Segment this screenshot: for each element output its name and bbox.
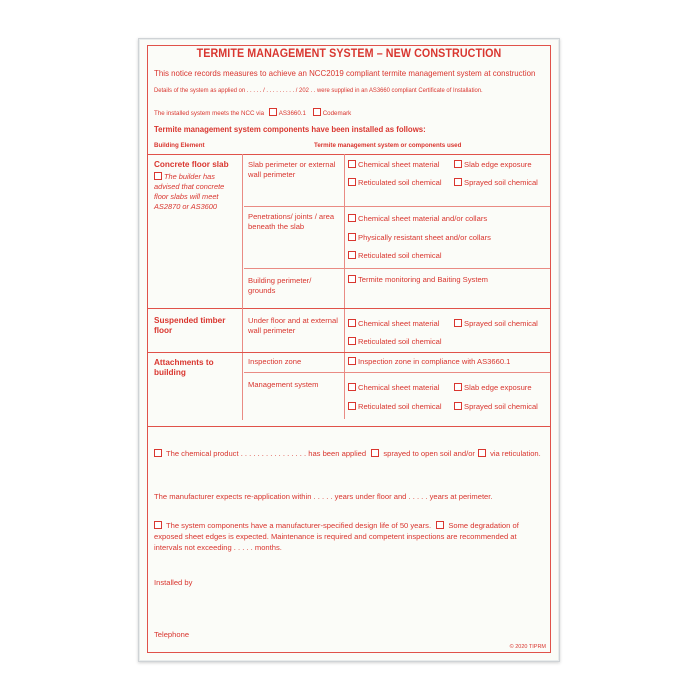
ncc-line <box>154 108 351 117</box>
checkbox[interactable] <box>348 357 356 365</box>
applied-text: has been applied <box>308 449 367 458</box>
row-divider <box>244 372 550 373</box>
reticulation-text: reticulation. <box>501 449 541 458</box>
option-sprayed-timber[interactable] <box>454 319 557 329</box>
option-label: Sprayed soil chemical <box>464 178 538 187</box>
option-label: Inspection zone in compliance with AS3660.1 <box>358 357 511 366</box>
checkbox[interactable] <box>454 402 462 410</box>
option-physically-resistant[interactable] <box>348 233 491 243</box>
option-label: Reticulated soil chemical <box>358 402 442 411</box>
components-heading: Termite management system components have been installed as follows: <box>154 124 426 134</box>
option-reticulated-2[interactable] <box>348 251 442 261</box>
checkbox-design-life[interactable] <box>154 521 162 529</box>
checkbox[interactable] <box>454 383 462 391</box>
option-label: Reticulated soil chemical <box>358 337 442 346</box>
details-line: Details of the system as applied on . . . . . / . . . . . . . . . / 202 . . were supplied in an AS3660 compliant Certificate of Installation. <box>154 87 483 94</box>
checkbox-via-reticulation[interactable] <box>478 449 486 457</box>
option-slab-edge[interactable] <box>454 160 532 170</box>
row-underfloor-area: Under floor and at external wall perimeter <box>248 316 338 335</box>
checkbox[interactable] <box>348 160 356 168</box>
col-header-element: Building Element <box>154 142 205 149</box>
option-chemical-sheet-attach[interactable] <box>348 383 439 393</box>
col-header-components: Termite management system or components used <box>314 142 462 149</box>
row-divider <box>244 268 550 269</box>
option-chemical-sheet-timber[interactable] <box>348 319 439 329</box>
option-label: Slab edge exposure <box>464 160 532 169</box>
option-label: Chemical sheet material and/or collars <box>358 214 488 223</box>
divider-element <box>242 154 243 314</box>
row-divider <box>244 206 550 207</box>
checkbox-degradation[interactable] <box>436 521 444 529</box>
checkbox-chemical-product[interactable] <box>154 449 162 457</box>
section-attachments-name: Attachments to building <box>154 358 214 377</box>
option-reticulated[interactable] <box>348 178 442 188</box>
copyright-text: © 2020 TIPRM <box>509 644 546 650</box>
section-concrete <box>154 160 238 212</box>
row-penetrations-area: Penetrations/ joints / area beneath the slab <box>248 212 335 231</box>
option-inspection-zone[interactable] <box>348 357 510 367</box>
option-chemical-collars[interactable] <box>348 214 487 224</box>
option-label: Physically resistant sheet and/or collars <box>358 233 491 242</box>
degradation-text: Some degradation of exposed sheet edges is expected. Maintenance is required and competent inspections are recommended at intervals not exceeding . . . . . months. <box>154 521 519 552</box>
option-label: Chemical sheet material <box>358 319 440 328</box>
row-management-system-area: Management system <box>248 380 319 389</box>
row-slab-perimeter-area: Slab perimeter or external wall perimeter <box>248 160 336 179</box>
builder-note-text: The builder has advised that concrete floor slabs will meet AS2870 or AS3600 <box>154 172 225 211</box>
checkbox[interactable] <box>348 214 356 222</box>
option-label: Reticulated soil chemical <box>358 251 442 260</box>
option-reticulated-timber[interactable] <box>348 337 442 347</box>
design-life-text: The system components have a manufacturer-specified design life of 50 years. <box>165 521 432 530</box>
section-timber-name: Suspended timber floor <box>154 316 226 335</box>
checkbox[interactable] <box>454 178 462 186</box>
notice-title: TERMITE MANAGEMENT SYSTEM – NEW CONSTRUCTION <box>196 48 502 60</box>
checkbox[interactable] <box>454 319 462 327</box>
table-bottom-line <box>148 426 550 427</box>
option-label: Chemical sheet material <box>358 160 440 169</box>
checkbox[interactable] <box>348 251 356 259</box>
option-chemical-sheet[interactable] <box>348 160 439 170</box>
ncc-option-codemark: Codemark <box>322 110 352 117</box>
ncc-option-as3660: AS3660.1 <box>278 110 306 117</box>
section-divider <box>148 308 550 309</box>
section-divider <box>148 352 550 353</box>
checkbox-sprayed-open-soil[interactable] <box>371 449 379 457</box>
option-sprayed[interactable] <box>454 178 557 188</box>
option-label: Reticulated soil chemical <box>358 178 442 187</box>
divider-element <box>242 308 243 420</box>
section-concrete-name: Concrete floor slab <box>154 160 229 169</box>
row-perimeter-grounds-area: Building perimeter/ grounds <box>248 276 312 295</box>
telephone-label: Telephone <box>154 630 190 639</box>
checkbox[interactable] <box>454 160 462 168</box>
checkbox[interactable] <box>348 233 356 241</box>
checkbox[interactable] <box>348 337 356 345</box>
option-label: Slab edge exposure <box>464 383 532 392</box>
option-sprayed-attach[interactable] <box>454 402 557 412</box>
checkbox-builder-advised[interactable] <box>154 172 162 180</box>
via-text: via <box>490 449 500 458</box>
chemical-product-para <box>154 448 544 459</box>
checkbox[interactable] <box>348 275 356 283</box>
table-top-line <box>148 154 550 155</box>
ncc-prefix: The installed system meets the NCC via <box>154 110 265 117</box>
divider-area <box>344 154 345 419</box>
option-reticulated-attach[interactable] <box>348 402 442 412</box>
option-label: Termite monitoring and Baiting System <box>358 275 488 284</box>
reapplication-line: The manufacturer expects re-application within . . . . . years under floor and . . . . . years at perimeter. <box>154 492 493 501</box>
checkbox[interactable] <box>348 319 356 327</box>
checkbox-codemark[interactable] <box>313 108 321 116</box>
option-label: Chemical sheet material <box>358 383 440 392</box>
section-concrete-note <box>154 172 238 212</box>
option-baiting[interactable] <box>348 275 488 285</box>
checkbox[interactable] <box>348 383 356 391</box>
checkbox[interactable] <box>348 178 356 186</box>
chemical-product-text: The chemical product . . . . . . . . . . . . . . . . <box>165 449 307 458</box>
installed-by-label: Installed by <box>154 578 193 587</box>
checkbox-as3660[interactable] <box>269 108 277 116</box>
checkbox[interactable] <box>348 402 356 410</box>
intro-text: This notice records measures to achieve an NCC2019 compliant termite management system at construction <box>154 68 536 78</box>
row-inspection-zone-area: Inspection zone <box>248 357 302 366</box>
option-label: Sprayed soil chemical <box>464 402 538 411</box>
option-slab-edge-attach[interactable] <box>454 383 532 393</box>
option-label: Sprayed soil chemical <box>464 319 538 328</box>
sprayed-open-soil-text: sprayed to open soil and/or <box>383 449 475 458</box>
notice-frame <box>147 45 551 653</box>
design-life-para <box>154 520 544 553</box>
notice-sheet <box>138 38 560 662</box>
